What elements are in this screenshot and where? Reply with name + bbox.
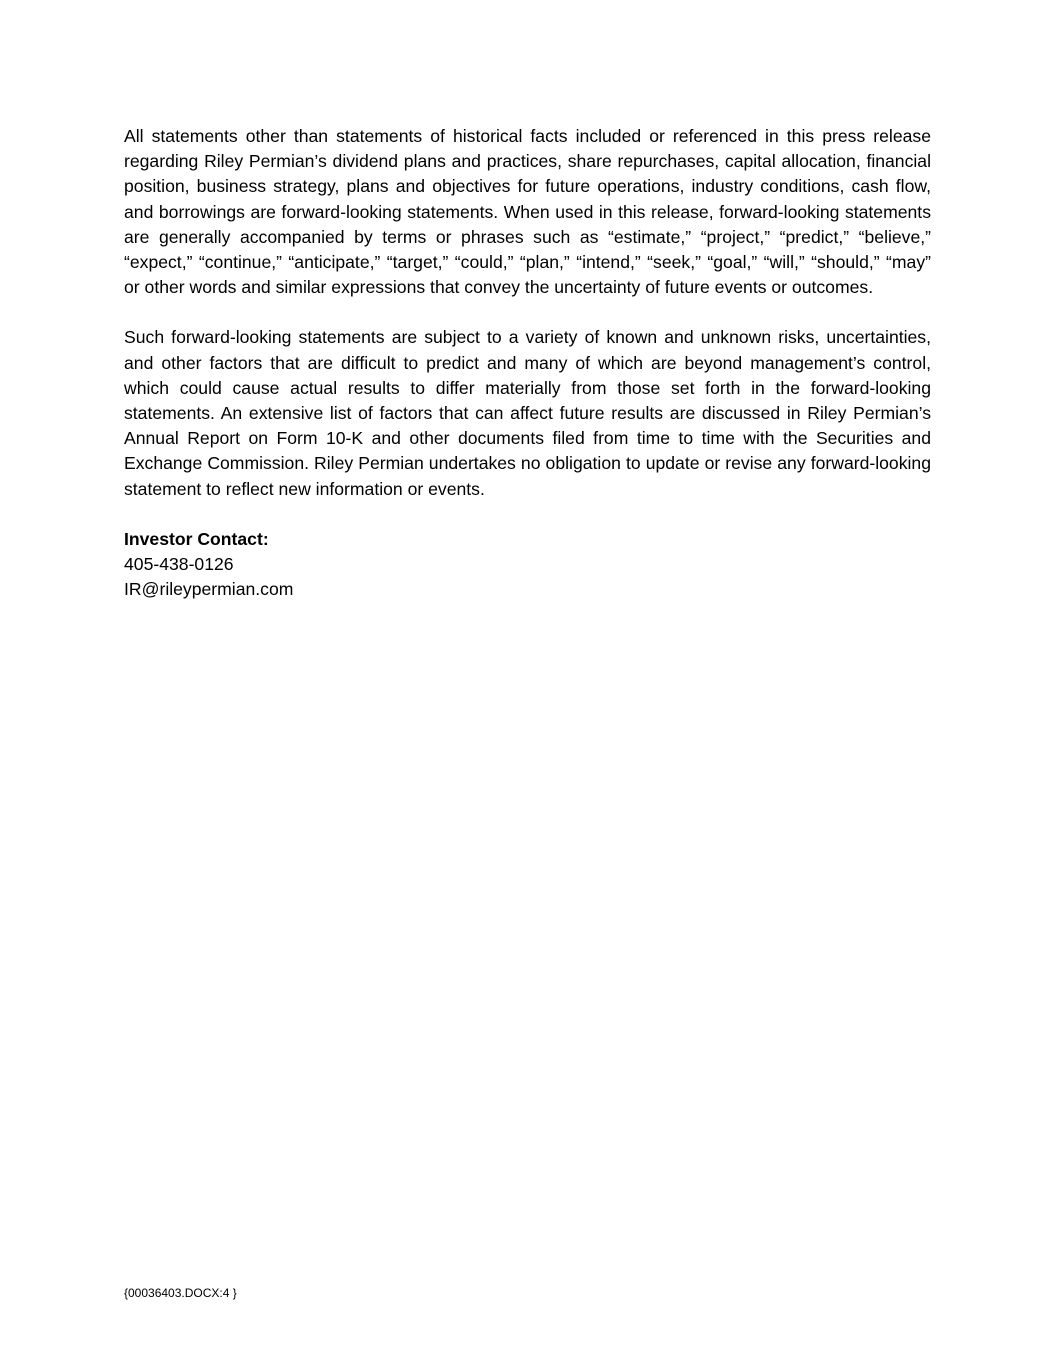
document-footer-id: {00036403.DOCX:4 }	[124, 1286, 237, 1300]
investor-contact-heading: Investor Contact:	[124, 528, 269, 549]
investor-contact-phone: 405-438-0126	[124, 554, 234, 575]
document-body	[124, 124, 931, 602]
investor-contact-email: IR@rileypermian.com	[124, 579, 294, 600]
forward-looking-paragraph-1: All statements other than statements of historical facts included or referenced in this press release regarding Riley Permian’s dividend plans and practices, share repurchases, capital allocation, financial position, business strategy, plans and objectives for future operations, industry conditions, cash flow, and borrowings are forward-looking statements. When used in this release, forward-looking statements are generally accompanied by terms or phrases such as “estimate,” “project,” “predict,” “believe,” “expect,” “continue,” “anticipate,” “target,” “could,” “plan,” “intend,” “seek,” “goal,” “will,” “should,” “may” or other words and similar expressions that convey the uncertainty of future events or outcomes.	[124, 126, 931, 298]
investor-contact-block	[124, 527, 931, 603]
forward-looking-paragraph-2: Such forward-looking statements are subject to a variety of known and unknown risks, uncertainties, and other factors that are difficult to predict and many of which are beyond management’s control, which could cause actual results to differ materially from those set forth in the forward-looking statements. An extensive list of factors that can affect future results are discussed in Riley Permian’s Annual Report on Form 10-K and other documents filed from time to time with the Securities and Exchange Commission. Riley Permian undertakes no obligation to update or revise any forward-looking statement to reflect new information or events.	[124, 327, 931, 499]
